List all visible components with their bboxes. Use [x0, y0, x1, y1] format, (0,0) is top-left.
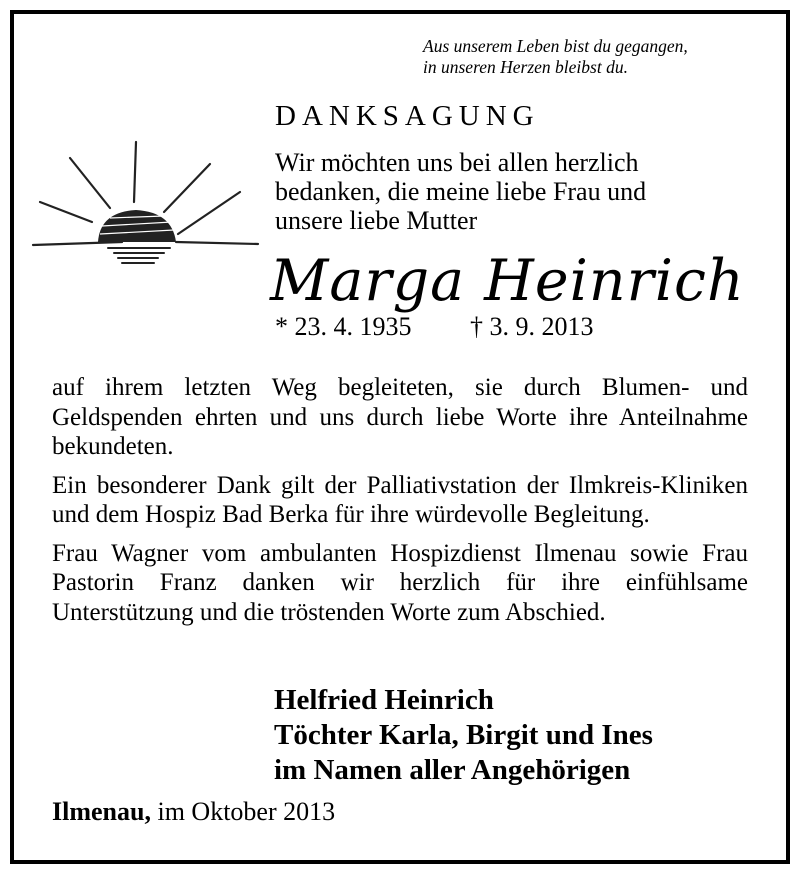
- birth-date: * 23. 4. 1935: [275, 312, 412, 341]
- paragraph-3: Frau Wagner vom ambulanten Hospizdienst Ilmenau sowie Frau Pastorin Franz danken wir herzlich für ihre einfühlsame Unterstützung und die tröstenden Worte zum Abschied.: [52, 539, 748, 626]
- intro-text: [275, 148, 745, 235]
- motto-line-1: Aus unserem Leben bist du gegangen,: [423, 36, 688, 56]
- paragraph-1: auf ihrem letzten Weg begleiteten, sie durch Blumen- und Geldspenden ehrten und uns durch liebe Worte ihre Anteilnahme bekundeten.: [52, 374, 748, 460]
- life-dates: [275, 312, 594, 342]
- body-text: [52, 373, 748, 636]
- signer-line-1: Helfried Heinrich: [274, 684, 494, 716]
- place-city: Ilmenau,: [52, 797, 151, 826]
- signer-line-2: Töchter Karla, Birgit und Ines: [274, 719, 653, 751]
- signers: [274, 683, 653, 788]
- motto-line-2: in unseren Herzen bleibst du.: [423, 57, 628, 77]
- intro-line-3: unsere liebe Mutter: [275, 206, 478, 235]
- place-month: im Oktober 2013: [157, 797, 336, 826]
- deceased-name: Marga Heinrich: [270, 248, 745, 314]
- intro-line-1: Wir möchten uns bei allen herzlich: [275, 148, 639, 177]
- heading: DANKSAGUNG: [275, 100, 540, 132]
- place-date: [52, 797, 335, 827]
- intro-line-2: bedanken, die meine liebe Frau und: [275, 177, 647, 206]
- sunset-icon: [30, 130, 262, 275]
- motto: [423, 36, 743, 78]
- paragraph-2: Ein besonderer Dank gilt der Palliativstation der Ilmkreis-Kliniken und dem Hospiz Bad Berka für ihre würdevolle Begleitung.: [52, 471, 748, 528]
- signer-line-3: im Namen aller Angehörigen: [274, 754, 631, 786]
- death-date: † 3. 9. 2013: [470, 312, 594, 341]
